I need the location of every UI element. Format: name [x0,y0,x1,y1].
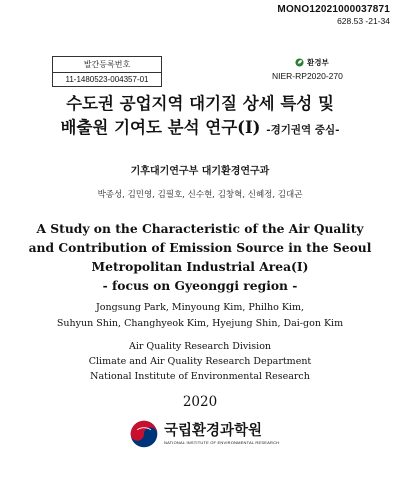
org-department: Climate and Air Quality Research Department [88,356,312,367]
title-en-line2: and Contribution of Emission Source in the Seoul [28,240,372,255]
title-en-line3: Metropolitan Industrial Area(Ⅰ) [91,259,309,274]
title-kr-subtitle: -경기권역 중심- [266,124,340,136]
registration-box [52,56,162,87]
title-en-line4: - focus on Gyeonggi region - [102,278,298,293]
registration-number: 11-1480523-004357-01 [65,75,149,84]
division-kr: 기후대기연구부 대기환경연구과 [130,166,270,177]
institute-name-en: NATIONAL INSTITUTE OF ENVIRONMENTAL RESEARCH [164,439,280,445]
institute-logo [130,420,279,448]
publication-year: 2020 [182,394,218,410]
institute-name-kr: 국립환경과학원 [164,422,263,439]
call-number-id: MONO12021000037871 [277,4,390,15]
title-kr-line1: 수도권 공업지역 대기질 상세 특성 및 [66,94,334,113]
call-number [277,4,390,26]
authors-en-line1: Jongsung Park, Minyoung Kim, Philho Kim, [95,302,304,313]
ministry-name: 환경부 [307,58,329,67]
authors-kr: 박종성, 김민영, 김필호, 신수현, 김창혁, 신혜정, 김대곤 [97,190,303,200]
registration-header: 발간등록번호 [53,57,161,73]
title-kr-line2-main: 배출원 기여도 분석 연구(Ⅰ) [60,118,261,137]
call-number-class: 628.53 -21-34 [337,16,390,26]
report-number: NIER-RP2020-270 [272,71,343,81]
authors-en-line2: Suhyun Shin, Changhyeok Kim, Hyejung Shin, Dai-gon Kim [56,318,344,329]
title-en-line1: A Study on the Characteristic of the Air Quality [36,221,364,236]
ministry-logo [295,57,329,68]
org-division: Air Quality Research Division [128,341,272,352]
taegeuk-emblem-icon [130,420,158,448]
title-kr-line2 [0,114,400,138]
ministry-leaf-icon [295,58,304,67]
org-institute: National Institute of Environmental Research [90,371,310,382]
